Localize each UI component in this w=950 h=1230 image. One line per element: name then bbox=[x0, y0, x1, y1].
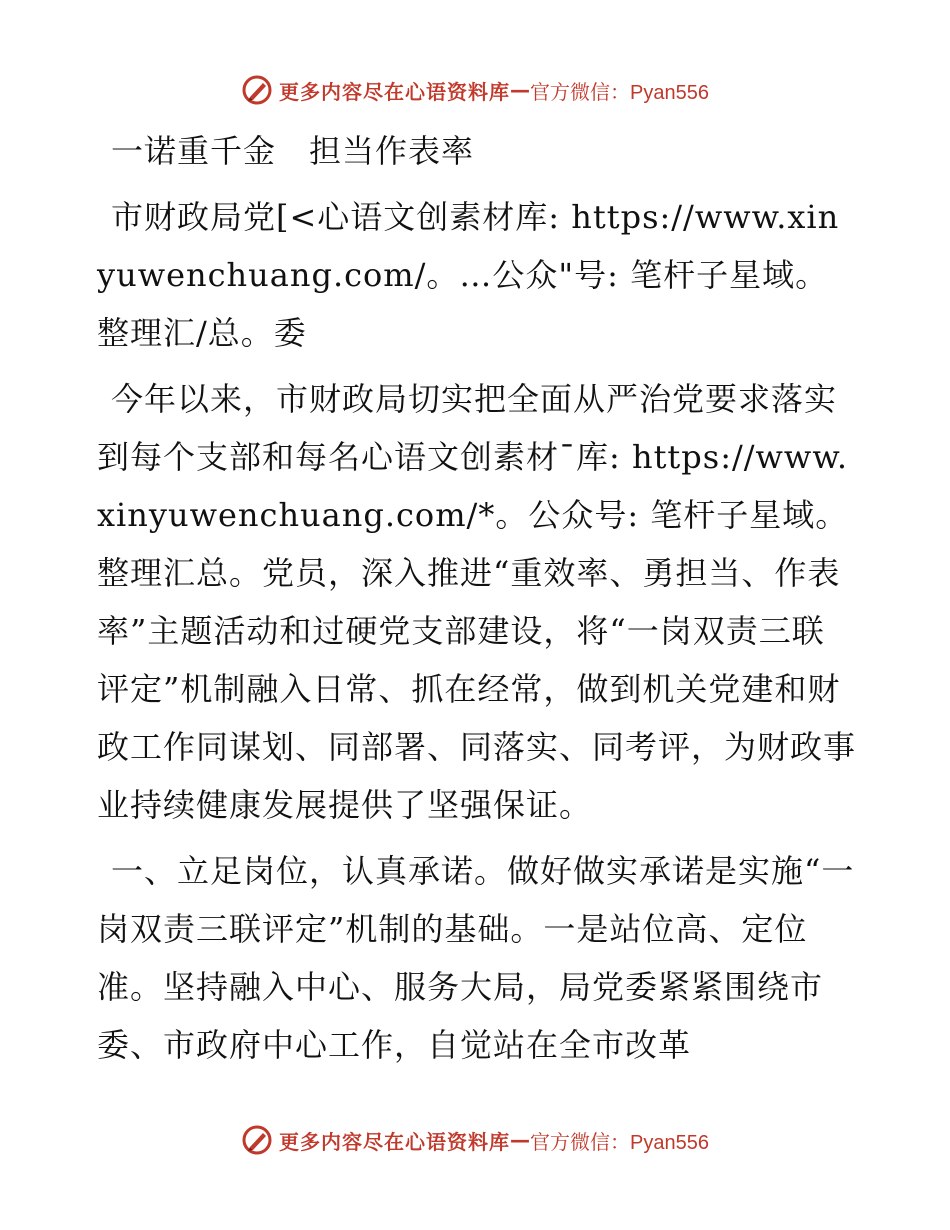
paragraph-2: 今年以来，市财政局切实把全面从严治党要求落实到每个支部和每名心语文创素材¯库: https://www.xinyuwenchuang.com/*。公众号: 笔杆子星域。整理汇总。党员，深入推进“重效率、勇担当、作表率”主题活动和过硬党支部建设，将“一岗双责三联评定”机制融入日常、抓在经常，做到机关党建和财政工作同谋划、同部署、同落实、同考评，为财政事业持续健康发展提供了坚强保证。 bbox=[97, 380, 857, 824]
footer-banner-separator: — bbox=[510, 1128, 531, 1152]
footer-banner-text: 更多内容尽在心语资料库 bbox=[279, 1129, 511, 1154]
document-body bbox=[97, 122, 857, 1082]
pen-logo-icon bbox=[241, 74, 273, 106]
paragraph-1: 市财政局党[<心语文创素材库: https://www.xinyuwenchuang.com/。…公众"号: 笔杆子星域。整理汇/总。委 bbox=[97, 198, 840, 352]
header-banner-text: 更多内容尽在心语资料库 bbox=[279, 79, 511, 104]
header-banner bbox=[0, 70, 950, 110]
document-title: 一诺重千金 担当作表率 bbox=[111, 132, 475, 170]
pen-logo-icon bbox=[241, 1124, 273, 1156]
header-banner-separator: — bbox=[510, 78, 531, 102]
paragraph-3: 一、立足岗位，认真承诺。做好做实承诺是实施“一岗双责三联评定”机制的基础。一是站位高、定位准。坚持融入中心、服务大局，局党委紧紧围绕市委、市政府中心工作，自觉站在全市改革 bbox=[97, 852, 855, 1064]
header-banner-account: 官方微信：Pyan556 bbox=[530, 81, 709, 104]
footer-banner-account: 官方微信：Pyan556 bbox=[530, 1131, 709, 1154]
footer-banner bbox=[0, 1120, 950, 1160]
